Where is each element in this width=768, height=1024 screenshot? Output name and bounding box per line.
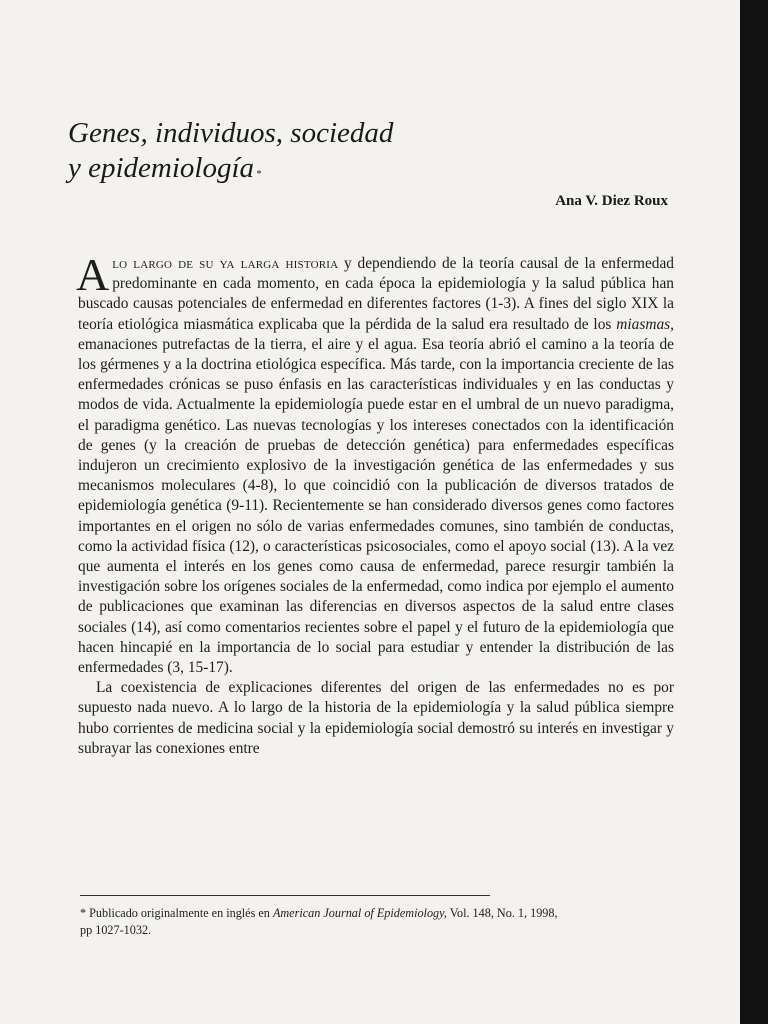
paragraph-1-text-a: y dependiendo de la teoría causal de la enfermedad predominante en cada momento, en cada época la epidemiología y la salud pública han buscado causas potenciales de enfermedad en diferentes factores (1-3). A fines del siglo XIX la teoría etiológica miasmática explicaba que la pérdida de la salud era resultado de los [78, 255, 675, 333]
article-body [76, 249, 675, 759]
article-title [68, 116, 393, 186]
scan-edge [740, 0, 768, 1024]
footnote-prefix: * Publicado originalmente en inglés en [80, 906, 273, 920]
italic-term: miasmas, [616, 315, 674, 333]
author-name: Ana V. Diez Roux [555, 193, 668, 209]
footnote [80, 905, 680, 939]
footnote-suffix: Vol. 148, No. 1, 1998, [446, 906, 558, 920]
paragraph-1 [76, 249, 675, 678]
paragraph-2: La coexistencia de explicaciones diferentes del origen de las enfermedades no es por supuesto nada nuevo. A lo largo de la historia de la epidemiología y la salud pública siempre hubo corrientes de medicina social y la epidemiología social demostró su interés en investigar y subrayar las conexiones entre [78, 679, 674, 757]
drop-cap: A [76, 249, 110, 300]
footnote-divider [80, 895, 490, 896]
footnote-journal: American Journal of Epidemiology, [272, 906, 447, 920]
title-line-2 [68, 151, 393, 186]
footnote-line-1 [80, 905, 680, 922]
title-footnote-marker: * [256, 169, 262, 180]
smallcaps-lead: lo largo de su ya larga historia [112, 255, 339, 272]
footnote-line-2: pp 1027-1032. [80, 923, 152, 937]
title-line-2-text: y epidemiología [68, 152, 255, 184]
paragraph-1-text-b: emanaciones putrefactas de la tierra, el aire y el agua. Esa teoría abrió el camino a la teoría de los gérmenes y a la doctrina etiológica específica. Más tarde, con la importancia creciente de las enfermedades crónicas se puso énfasis en las características individuales y en las conductas y modos de vida. Actualmente la epidemiología puede estar en el umbral de un nuevo paradigma, el paradigma genético. Las nuevas tecnologías y los intereses conectados con la identificación de genes (y la creación de pruebas de detección genética) para enfermedades específicas indujeron un crecimiento explosivo de la investigación genética de las enfermedades y sus mecanismos moleculares (4-8), lo que coincidió con la publicación de diversos tratados de epidemiología genética (9-11). Recientemente se han considerado diversos genes como factores importantes en el origen no sólo de varias enfermedades comunes, sino también de conductas, como la actividad física (12), o características psicosociales, como el apoyo social (13). A la vez que aumenta el interés en los genes como causa de enfermedad, parece resurgir también la investigación sobre los orígenes sociales de la enfermedad, como indica por ejemplo el aumento de publicaciones que examinan las diferencias en diversos aspectos de la salud entre clases sociales (14), así como comentarios recientes sobre el papel y el futuro de la epidemiología que hacen hincapié en la importancia de lo social para estudiar y entender la distribución de las enfermedades (3, 15-17). [78, 335, 674, 677]
title-line-1: Genes, individuos, sociedad [68, 117, 394, 149]
